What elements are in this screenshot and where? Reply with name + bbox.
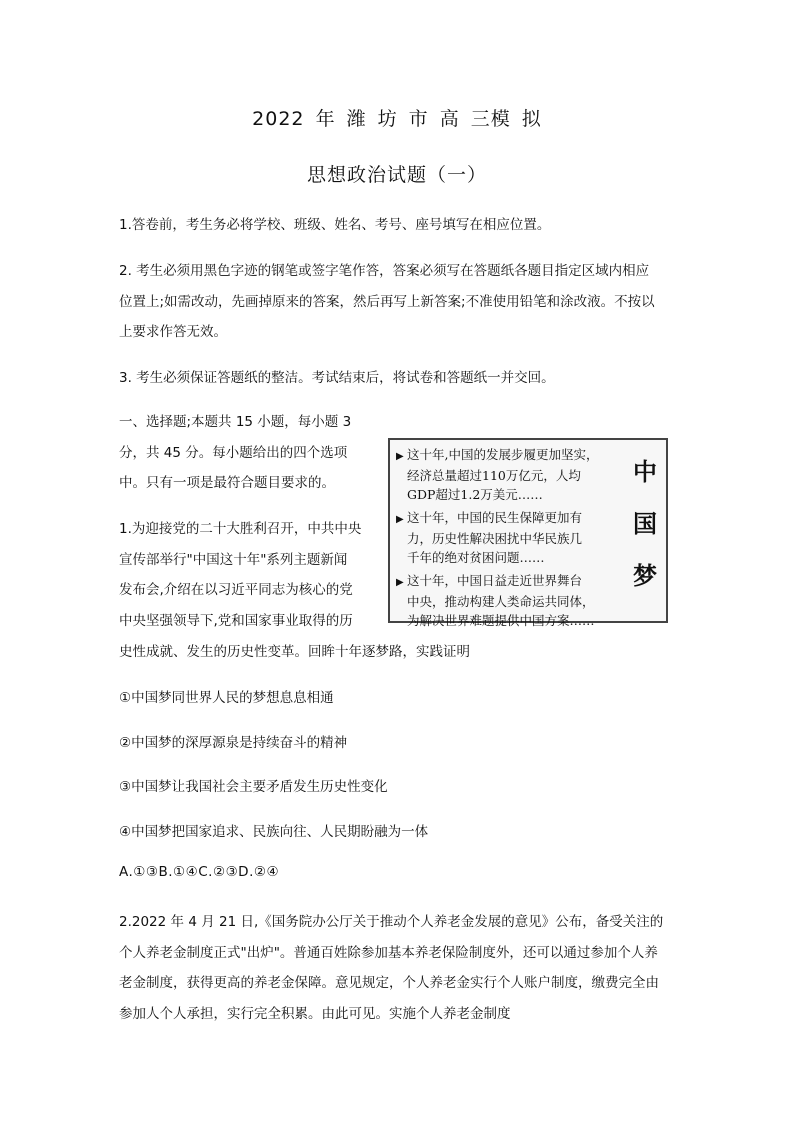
notice-line: 1.答卷前，考生务必将学校、班级、姓名、考号、座号填写在相应位置。: [119, 217, 551, 233]
section-heading-line: 分，共 45 分。每小题给出的四个选项: [119, 445, 348, 461]
question-1-line: 1.为迎接党的二十大胜利召开，中共中央: [119, 521, 362, 537]
figure-bullet: ▶ 这十年，中国的民生保障更加有 力，历史性解决困扰中华民族几 千年的绝对贫困问题……: [396, 510, 583, 565]
notice-line: 上要求作答无效。: [119, 324, 227, 340]
section-heading-line: 一、选择题;本题共 15 小题，每小题 3: [119, 414, 352, 430]
question-1-option: ②中国梦的深厚源泉是持续奋斗的精神: [119, 735, 348, 751]
triangle-bullet-icon: ▶: [396, 577, 404, 588]
exam-subtitle: 思想政治试题（一）: [306, 164, 487, 186]
question-2-line: 老金制度，获得更高的养老金保障。意见规定，个人养老金实行个人账户制度，缴费完全由: [119, 975, 659, 991]
question-1-line: 宣传部举行"中国这十年"系列主题新闻: [119, 552, 348, 568]
china-dream-figure: [388, 438, 668, 628]
question-1-line: 发布会,介绍在以习近平同志为核心的党: [119, 582, 353, 598]
exam-title: 2022 年 潍 坊 市 高 三模 拟: [252, 108, 542, 130]
question-2-line: 个人养老金制度正式"出炉"。普通百姓除参加基本养老保险制度外，还可以通过参加个人养: [119, 945, 658, 961]
figure-bullet: ▶ 这十年，中国日益走近世界舞台 中央，推动构建人类命运共同体， 为解决世界难题提供中国方案……: [396, 573, 595, 628]
figure-bullet: ▶ 这十年,中国的发展步履更加坚实， 经济总量超过110万亿元，人均 GDP超过1.2万美元……: [396, 447, 599, 502]
question-1-option: ④中国梦把国家追求、民族向往、人民期盼融为一体: [119, 824, 429, 840]
question-1-option: ①中国梦同世界人民的梦想息息相通: [119, 690, 334, 706]
question-1-answer-choices: A.①③B.①④C.②③D.②④: [119, 864, 280, 880]
question-2-line: 2.2022 年 4 月 21 日,《国务院办公厅关于推动个人养老金发展的意见》公布，备受关注的: [119, 914, 664, 930]
triangle-bullet-icon: ▶: [396, 514, 404, 525]
notice-line: 3. 考生必须保证答题纸的整洁。考试结束后，将试卷和答题纸一并交回。: [119, 370, 555, 386]
question-1-option: ③中国梦让我国社会主要矛盾发生历史性变化: [119, 779, 388, 795]
figure-vertical-title: 中 国 梦: [633, 457, 657, 590]
triangle-bullet-icon: ▶: [396, 451, 404, 462]
question-1-line: 中央坚强领导下,党和国家事业取得的历: [119, 613, 353, 629]
section-heading-line: 中。只有一项是最符合题目要求的。: [119, 475, 335, 491]
question-2-line: 参加人个人承担，实行完全积累。由此可见。实施个人养老金制度: [119, 1006, 511, 1022]
notice-line: 位置上;如需改动，先画掉原来的答案，然后再写上新答案;不准使用铅笔和涂改液。不按以: [119, 294, 655, 310]
notice-line: 2. 考生必须用黑色字迹的钢笔或签字笔作答，答案必须写在答题纸各题目指定区域内相应: [119, 263, 650, 279]
question-1-line: 史性成就、发生的历史性变革。回眸十年逐梦路，实践证明: [119, 644, 470, 660]
